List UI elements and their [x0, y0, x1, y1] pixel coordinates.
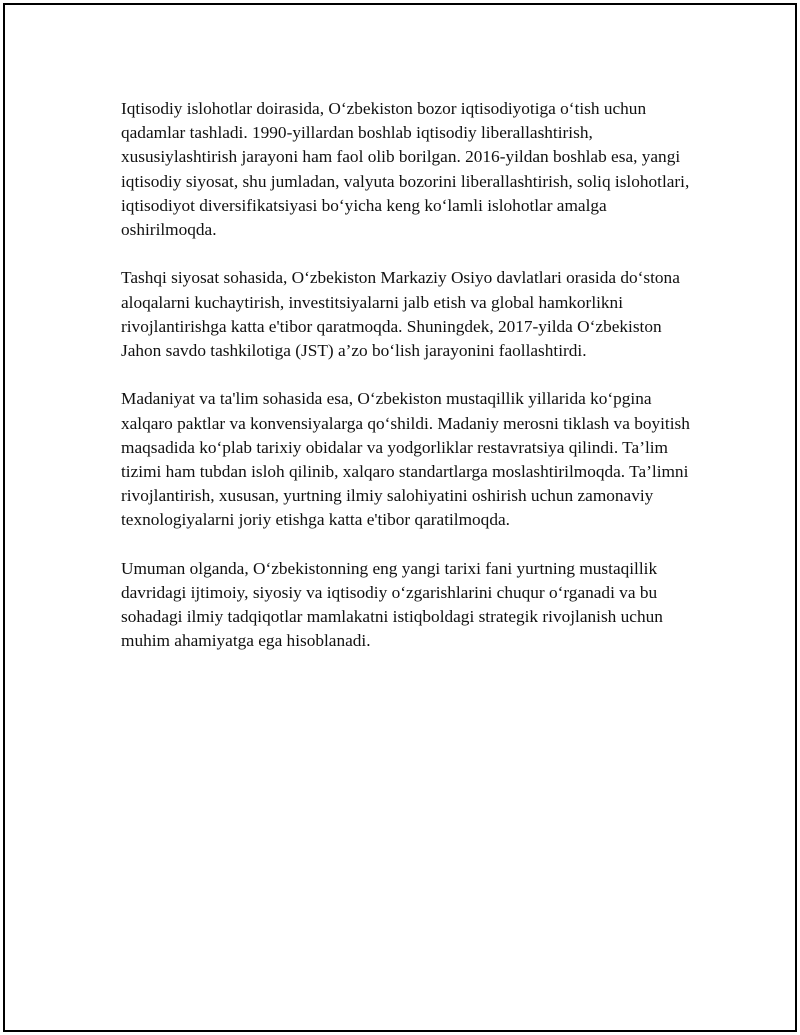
paragraph-culture-education: Madaniyat va ta'lim sohasida esa, O‘zbekiston mustaqillik yillarida ko‘pgina xalqaro paktlar va konvensiyalarga qo‘shildi. Madaniy merosni tiklash va boyitish maqsadida ko‘plab tarixiy obidalar va yodgorliklar restavratsiya qilindi. Ta’lim tizimi ham tubdan isloh qilinib, xalqaro standartlarga moslashtirilmoqda. Ta’limni rivojlantirish, xususan, yurtning ilmiy salohiyatini oshirish uchun zamonaviy texnologiyalarni joriy etishga katta e'tibor qaratilmoqda. — [121, 389, 690, 530]
document-body — [121, 97, 696, 678]
page-frame — [3, 3, 797, 1032]
paragraph-economic-reforms: Iqtisodiy islohotlar doirasida, O‘zbekiston bozor iqtisodiyotiga o‘tish uchun qadamlar tashladi. 1990-yillardan boshlab iqtisodiy liberallashtirish, xususiylashtirish jarayoni ham faol olib borilgan. 2016-yildan boshlab esa, yangi iqtisodiy siyosat, shu jumladan, valyuta bozorini liberallashtirish, soliq islohotlari, iqtisodiyot diversifikatsiyasi bo‘yicha keng ko‘lamli islohotlar amalga oshirilmoqda. — [121, 99, 690, 240]
paragraph-foreign-policy: Tashqi siyosat sohasida, O‘zbekiston Markaziy Osiyo davlatlari orasida do‘stona aloqalarni kuchaytirish, investitsiyalarni jalb etish va global hamkorlikni rivojlantirishga katta e'tibor qaratmoqda. Shuningdek, 2017-yilda O‘zbekiston Jahon savdo tashkilotiga (JST) a’zo bo‘lish jarayonini faollashtirdi. — [121, 268, 680, 361]
paragraph-conclusion: Umuman olganda, O‘zbekistonning eng yangi tarixi fani yurtning mustaqillik davridagi ijtimoiy, siyosiy va iqtisodiy o‘zgarishlarini chuqur o‘rganadi va bu sohadagi ilmiy tadqiqotlar mamlakatni istiqboldagi strategik rivojlanish uchun muhim ahamiyatga ega hisoblanadi. — [121, 558, 663, 651]
